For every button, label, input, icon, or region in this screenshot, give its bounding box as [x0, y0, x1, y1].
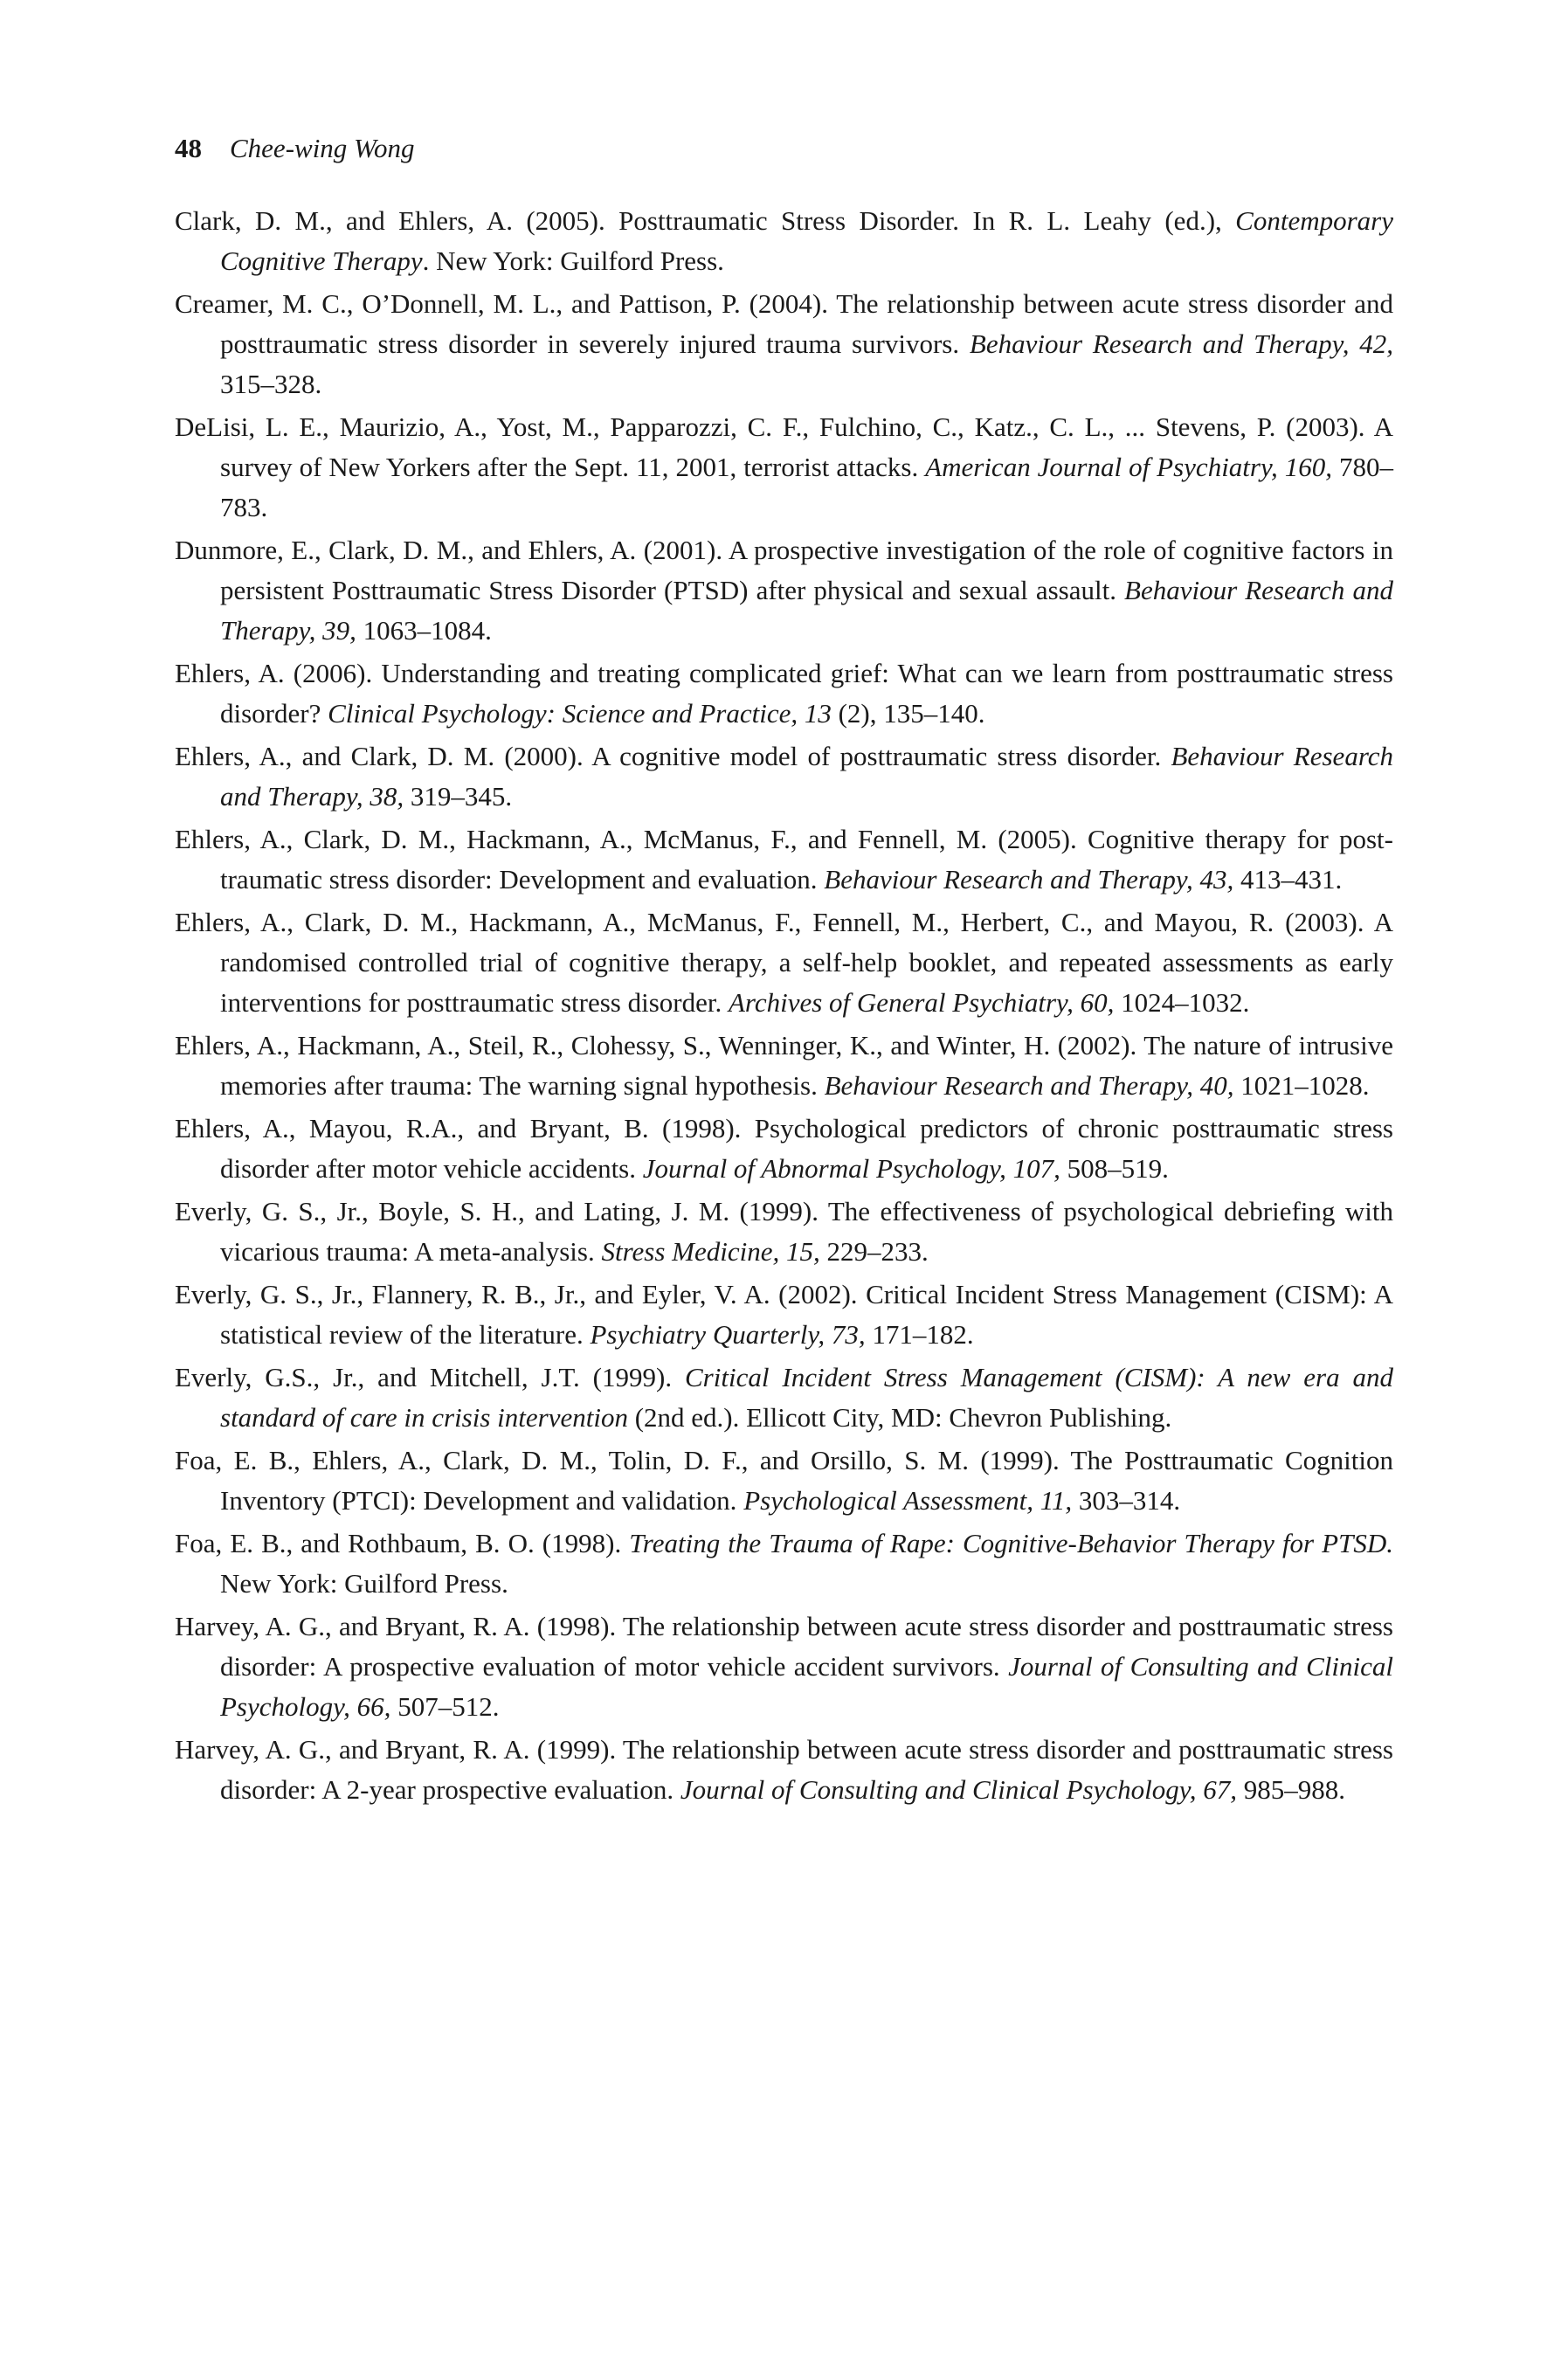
reference-source-title: Stress Medicine, 15,	[601, 1236, 820, 1267]
reference-source-title: American Journal of Psychiatry, 160,	[925, 452, 1333, 482]
reference-pages: 985–988.	[1237, 1774, 1346, 1805]
reference-pages: 315–328.	[220, 369, 322, 399]
reference-list	[175, 201, 1393, 1810]
reference-pages: (2nd ed.). Ellicott City, MD: Chevron Publishing.	[627, 1402, 1172, 1433]
reference-entry	[175, 1192, 1393, 1272]
reference-entry	[175, 1441, 1393, 1521]
reference-pages: 413–431.	[1233, 864, 1343, 895]
reference-pages: 229–233.	[819, 1236, 929, 1267]
reference-source-title: Behaviour Research and Therapy, 38,	[220, 741, 1393, 812]
reference-source-title: Treating the Trauma of Rape: Cognitive-Behavior Therapy for PTSD.	[629, 1528, 1393, 1558]
reference-source-title: Psychological Assessment, 11,	[743, 1485, 1073, 1516]
reference-source-title: Journal of Consulting and Clinical Psychology, 66,	[220, 1651, 1393, 1722]
reference-source-title: Behaviour Research and Therapy, 39,	[220, 575, 1393, 646]
reference-text: Everly, G.S., Jr., and Mitchell, J.T. (1999).	[175, 1362, 685, 1392]
reference-text: Everly, G. S., Jr., Boyle, S. H., and Lating, J. M. (1999). The effectiveness of psychological debriefing with vicarious trauma: A meta-analysis.	[175, 1196, 1393, 1267]
reference-text: Ehlers, A. (2006). Understanding and treating complicated grief: What can we learn from posttraumatic stress disorder?	[175, 658, 1393, 729]
reference-pages: 1024–1032.	[1114, 987, 1250, 1018]
reference-text: Ehlers, A., Mayou, R.A., and Bryant, B. (1998). Psychological predictors of chronic posttraumatic stress disorder after motor vehicle accidents.	[175, 1113, 1393, 1184]
reference-pages: 1063–1084.	[356, 615, 492, 646]
reference-pages: 1021–1028.	[1233, 1070, 1370, 1101]
reference-entry	[175, 284, 1393, 404]
reference-entry	[175, 1358, 1393, 1438]
reference-source-title: Behaviour Research and Therapy, 42,	[969, 328, 1393, 359]
reference-pages: 508–519.	[1060, 1153, 1169, 1184]
reference-entry	[175, 1275, 1393, 1355]
reference-entry	[175, 407, 1393, 528]
reference-pages: 319–345.	[404, 781, 513, 812]
reference-pages: (2), 135–140.	[831, 698, 985, 729]
reference-text: DeLisi, L. E., Maurizio, A., Yost, M., Papparozzi, C. F., Fulchino, C., Katz., C. L., ... Stevens, P. (2003). A survey of New Yorkers after the Sept. 11, 2001, terrorist attacks.	[175, 411, 1393, 482]
reference-source-title: Critical Incident Stress Management (CISM): A new era and standard of care in crisis intervention	[220, 1362, 1393, 1433]
reference-source-title: Journal of Consulting and Clinical Psychology, 67,	[680, 1774, 1238, 1805]
reference-pages: 171–182.	[865, 1319, 974, 1350]
reference-entry	[175, 1109, 1393, 1189]
reference-pages: 780–783.	[220, 452, 1393, 522]
reference-entry	[175, 902, 1393, 1023]
reference-source-title: Archives of General Psychiatry, 60,	[729, 987, 1115, 1018]
reference-entry	[175, 819, 1393, 900]
reference-pages: 303–314.	[1072, 1485, 1181, 1516]
reference-source-title: Psychiatry Quarterly, 73,	[590, 1319, 866, 1350]
reference-pages: 507–512.	[390, 1691, 500, 1722]
reference-text: Dunmore, E., Clark, D. M., and Ehlers, A. (2001). A prospective investigation of the role of cognitive factors in persistent Posttraumatic Stress Disorder (PTSD) after physical and sexual assault.	[175, 535, 1393, 605]
reference-entry	[175, 1524, 1393, 1604]
reference-entry	[175, 736, 1393, 817]
reference-entry	[175, 530, 1393, 651]
reference-source-title: Behaviour Research and Therapy, 43,	[824, 864, 1234, 895]
reference-entry	[175, 1730, 1393, 1810]
page	[175, 129, 1393, 1813]
reference-text: Creamer, M. C., O’Donnell, M. L., and Pattison, P. (2004). The relationship between acute stress disorder and posttraumatic stress disorder in severely injured trauma survivors.	[175, 288, 1393, 359]
reference-entry	[175, 201, 1393, 281]
page-number: 48	[175, 133, 202, 163]
reference-source-title: Clinical Psychology: Science and Practice, 13	[328, 698, 832, 729]
reference-source-title: Contemporary Cognitive Therapy	[220, 205, 1393, 276]
reference-entry	[175, 1026, 1393, 1106]
reference-pages: New York: Guilford Press.	[220, 1568, 508, 1599]
reference-source-title: Behaviour Research and Therapy, 40,	[824, 1070, 1234, 1101]
reference-text: Foa, E. B., and Rothbaum, B. O. (1998).	[175, 1528, 630, 1558]
reference-text: Ehlers, A., Clark, D. M., Hackmann, A., McManus, F., Fennell, M., Herbert, C., and Mayou, R. (2003). A randomised controlled trial of cognitive therapy, a self-help booklet, and repeated assessments as early interventions for posttraumatic stress disorder.	[175, 907, 1393, 1018]
reference-text: Clark, D. M., and Ehlers, A. (2005). Posttraumatic Stress Disorder. In R. L. Leahy (ed.),	[175, 205, 1236, 236]
reference-text: Harvey, A. G., and Bryant, R. A. (1999). The relationship between acute stress disorder and posttraumatic stress disorder: A 2-year prospective evaluation.	[175, 1734, 1393, 1805]
running-head	[175, 129, 1393, 168]
running-head-author: Chee-wing Wong	[230, 133, 415, 163]
reference-text: Foa, E. B., Ehlers, A., Clark, D. M., Tolin, D. F., and Orsillo, S. M. (1999). The Posttraumatic Cognition Inventory (PTCI): Development and validation.	[175, 1445, 1393, 1516]
reference-text: Harvey, A. G., and Bryant, R. A. (1998). The relationship between acute stress disorder and posttraumatic stress disorder: A prospective evaluation of motor vehicle accident survivors.	[175, 1611, 1393, 1682]
reference-text: Ehlers, A., and Clark, D. M. (2000). A cognitive model of posttraumatic stress disorder.	[175, 741, 1171, 771]
reference-text: Ehlers, A., Hackmann, A., Steil, R., Clohessy, S., Wenninger, K., and Winter, H. (2002). The nature of intrusive memories after trauma: The warning signal hypothesis.	[175, 1030, 1393, 1101]
reference-text: Ehlers, A., Clark, D. M., Hackmann, A., McManus, F., and Fennell, M. (2005). Cognitive therapy for post-traumatic stress disorder: Development and evaluation.	[175, 824, 1393, 895]
reference-entry	[175, 653, 1393, 734]
reference-source-title: Journal of Abnormal Psychology, 107,	[642, 1153, 1060, 1184]
reference-entry	[175, 1606, 1393, 1727]
reference-text: Everly, G. S., Jr., Flannery, R. B., Jr., and Eyler, V. A. (2002). Critical Incident Stress Management (CISM): A statistical review of the literature.	[175, 1279, 1393, 1350]
reference-pages: . New York: Guilford Press.	[422, 245, 724, 276]
